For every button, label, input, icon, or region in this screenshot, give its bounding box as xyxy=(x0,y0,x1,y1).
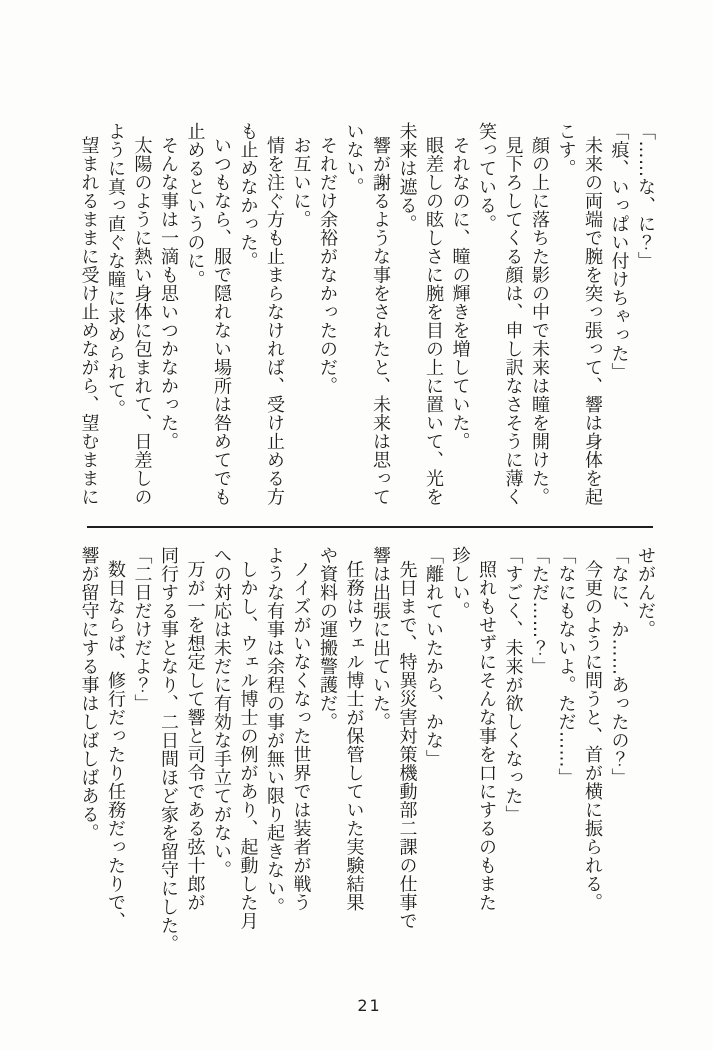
text-line: そんな事は一滴も思いつかなかった。 xyxy=(158,136,179,451)
text-line: 眼差しの眩しさに腕を目の上に置いて、光を xyxy=(423,136,444,506)
text-line: 太陽のように熱い身体に包まれて、日差しの xyxy=(131,136,153,506)
bottom-page-text-block xyxy=(75,546,658,953)
text-line: 未来は遮る。 xyxy=(396,122,418,233)
text-line: 響は出張に出ていた。 xyxy=(370,546,391,731)
text-line: 「痕、いっぱい付けちゃった」 xyxy=(608,122,630,381)
text-line: せがんだ。 xyxy=(635,546,656,639)
text-line: 情を注ぐ方も止まらなければ、受け止める方 xyxy=(264,136,285,506)
text-line: 「ただ……？」 xyxy=(529,546,550,676)
text-line: こす。 xyxy=(555,122,577,178)
text-line: 照れもせずにそんな事を口にするのもまた xyxy=(476,560,497,912)
text-line: 先日まで、特異災害対策機動部二課の仕事で xyxy=(396,560,418,930)
text-line: それだけ余裕がなかったのだ。 xyxy=(317,136,338,395)
text-line: 同行する事となり、二日間ほど家を留守にした。 xyxy=(158,546,179,953)
text-line: 任務はウェル博士が保管していた実験結果 xyxy=(343,560,365,912)
text-line: しかし、ウェル博士の例があり、起動した月 xyxy=(237,560,259,930)
text-line: 「離れていたから、かな」 xyxy=(423,546,444,768)
section-divider-rule xyxy=(87,526,653,528)
text-line: それなのに、瞳の輝きを増していた。 xyxy=(449,136,471,451)
text-line: 今更のように問うと、首が横に振られる。 xyxy=(582,560,603,912)
text-line: 望まれるままに受け止めながら、望むままに xyxy=(78,136,100,506)
text-line: ような有事は余程の事が無い限り起きない。 xyxy=(264,546,285,916)
text-line: ノイズがいなくなった世界では装者が戦う xyxy=(290,560,312,912)
text-line: お互いに。 xyxy=(290,136,312,229)
text-line: いない。 xyxy=(343,122,365,196)
text-line: 顔の上に落ちた影の中で未来は瞳を開けた。 xyxy=(529,136,550,506)
text-line: 数日ならば、修行だったり任務だったりで、 xyxy=(105,560,126,930)
text-line: ように真っ直ぐな瞳に求められて。 xyxy=(105,122,126,418)
text-line: いつもなら、服で隠れない場所は咎めてでも xyxy=(211,136,232,506)
text-line: 「すごく、未来が欲しくなった」 xyxy=(502,546,524,824)
text-line: も止めなかった。 xyxy=(237,122,259,270)
text-line: 止めるというのに。 xyxy=(184,122,206,289)
text-line: 「なに、か……あったの？」 xyxy=(608,546,630,787)
text-line: 万が一を想定して響と司令である弦十郎が xyxy=(184,560,206,912)
text-line: 「なにもないよ。ただ……」 xyxy=(555,546,577,787)
text-line: 「……な、に？」 xyxy=(635,122,656,270)
text-line: 「二日だけだよ？」 xyxy=(131,546,153,713)
text-line: や資料の運搬警護だ。 xyxy=(317,546,338,731)
text-line: 未来の両端で腕を突っ張って、響は身体を起 xyxy=(582,136,603,506)
text-line: 見下ろしてくる顔は、申し訳なさそうに薄く xyxy=(502,136,524,506)
text-line: への対応は未だに有効な手立てがない。 xyxy=(211,546,232,879)
text-line: 珍しい。 xyxy=(449,546,471,620)
top-page-text-block xyxy=(75,122,658,522)
text-line: 笑っている。 xyxy=(476,122,497,233)
text-line: 響が留守にする事はしばしばある。 xyxy=(78,546,100,842)
page-number: 21 xyxy=(357,996,382,1015)
text-line: 響が謝るような事をされたと、未来は思って xyxy=(370,136,391,506)
